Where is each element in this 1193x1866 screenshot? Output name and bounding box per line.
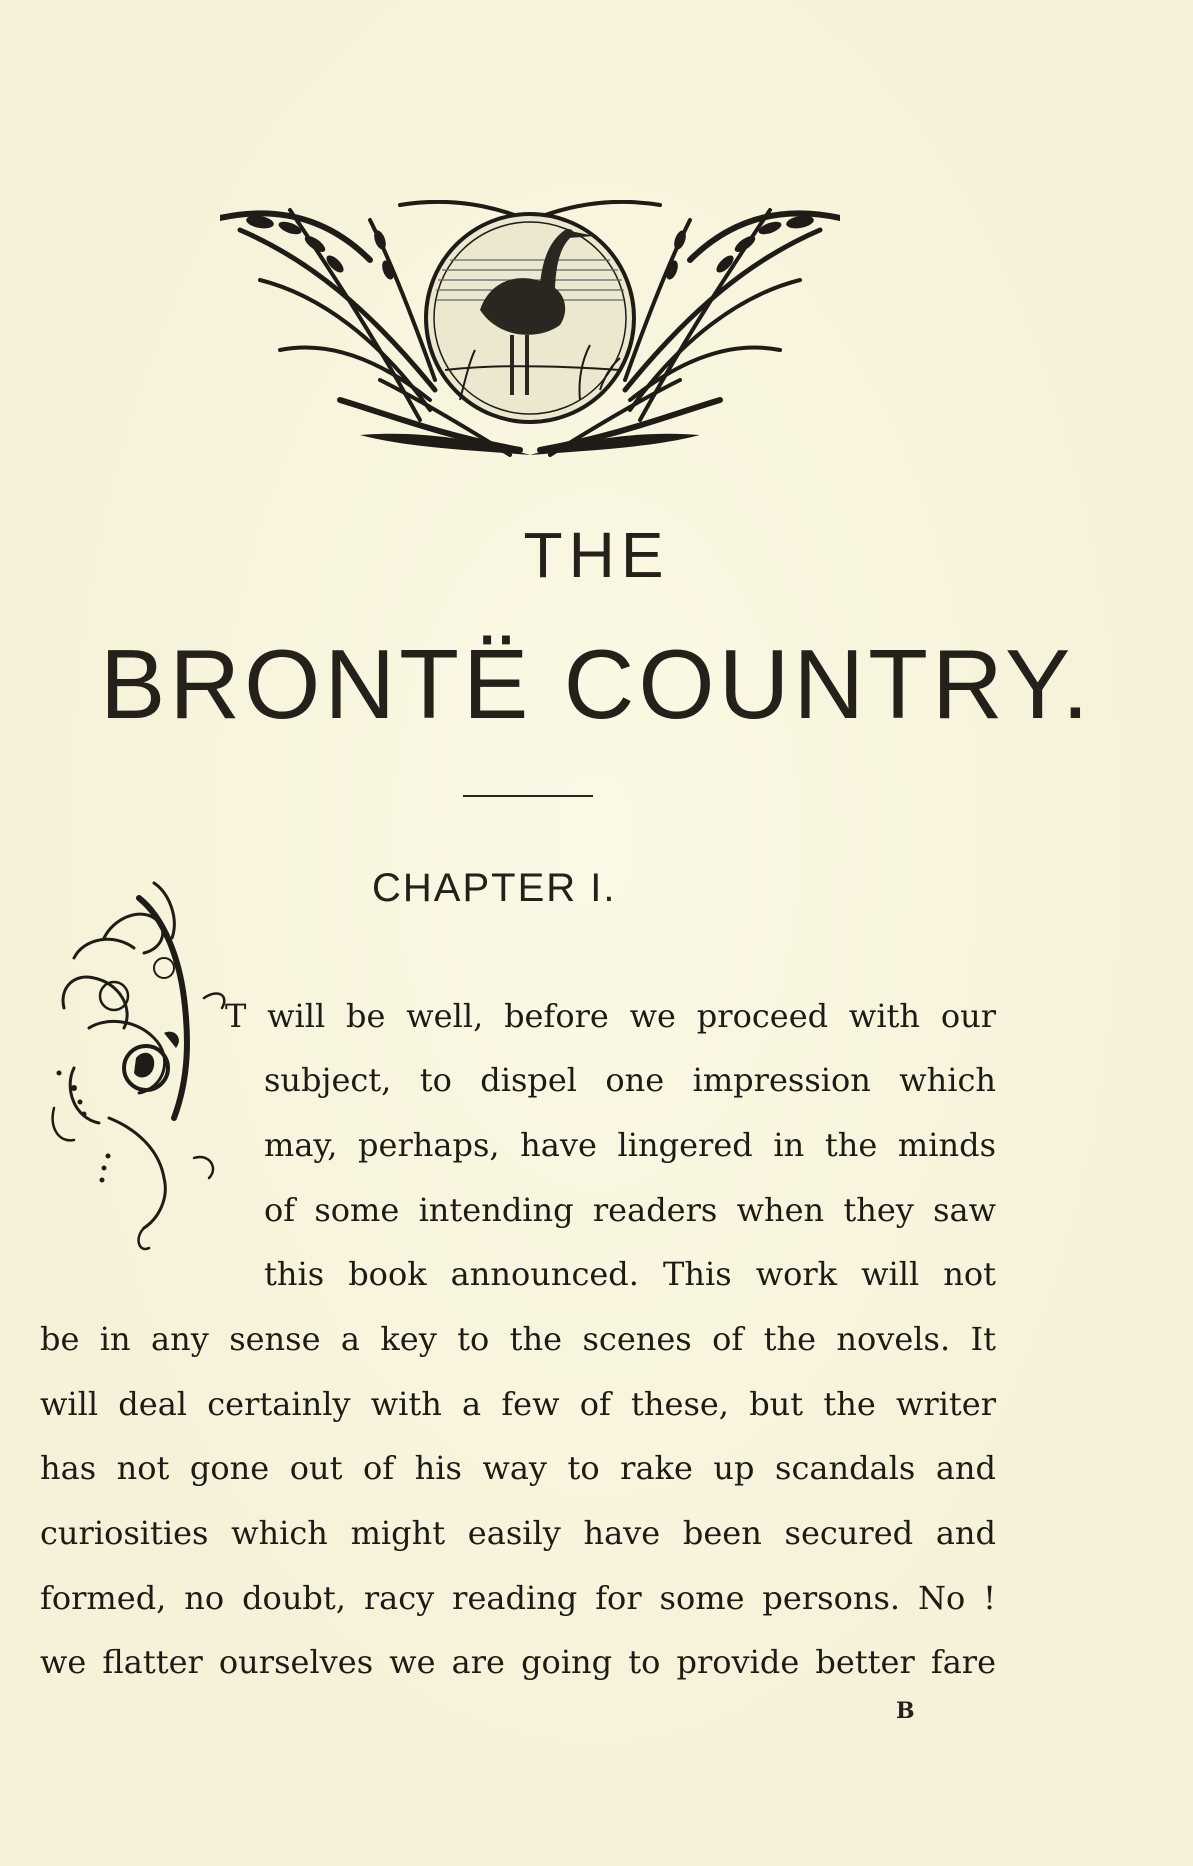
title-divider-rule [463,795,593,797]
body-line-7: will deal certainly with a few of these, but the writer [40,1385,996,1423]
body-line-8: has not gone out of his way to rake up scandals and [40,1449,996,1487]
title-line-the: THE [523,519,670,591]
body-line-1: T will be well, before we proceed with our [225,997,996,1035]
book-title: BRONTË COUNTRY. [100,629,1093,739]
body-line-6: be in any sense a key to the scenes of the novels. It [40,1320,996,1358]
body-line-11: we flatter ourselves we are going to provide better fare [40,1643,996,1681]
body-line-5: this book announced. This work will not [264,1255,996,1293]
body-line-4: of some intending readers when they saw [264,1191,996,1229]
body-line-9: curiosities which might easily have been secured and [40,1514,996,1552]
chapter-heading: CHAPTER I. [372,866,617,910]
body-line-10: formed, no doubt, racy reading for some persons. No ! [40,1579,996,1617]
ornamental-initial-i-icon [44,878,234,1278]
heron-vignette-headpiece-icon [220,200,840,460]
body-line-2: subject, to dispel one impression which [264,1061,996,1099]
body-line-3: may, perhaps, have lingered in the minds [264,1126,996,1164]
signature-mark: B [896,1698,915,1724]
